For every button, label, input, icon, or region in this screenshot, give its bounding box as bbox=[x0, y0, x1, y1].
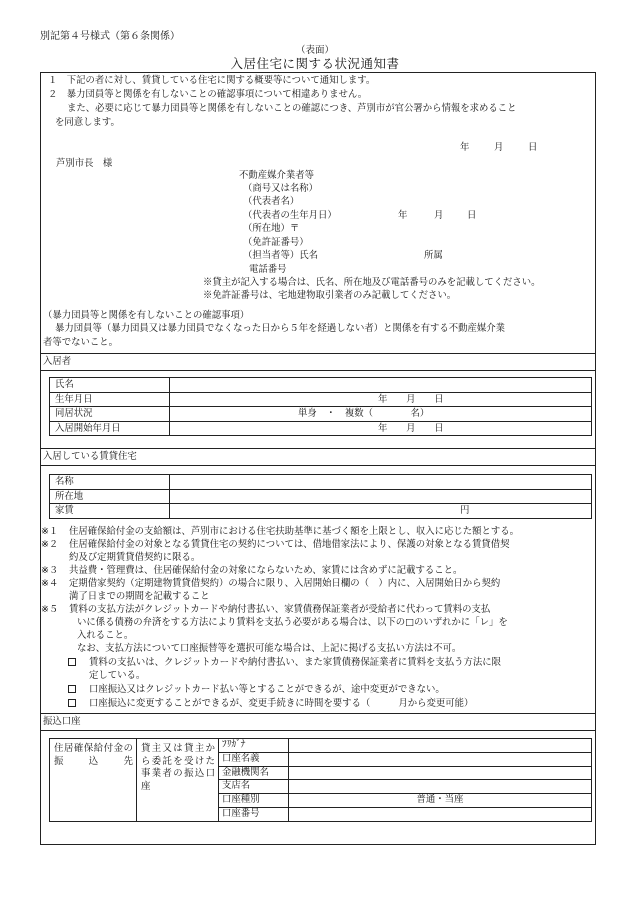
account-type-field[interactable]: 普通・当座 bbox=[289, 794, 592, 808]
furigana-label: ﾌﾘｶﾞﾅ bbox=[219, 739, 289, 753]
gang-confirmation-heading: （暴力団員等と関係を有しないことの確認事項） bbox=[43, 310, 250, 321]
resident-birthdate-label: 生年月日 bbox=[50, 392, 170, 407]
form-frame bbox=[40, 72, 596, 845]
divider bbox=[41, 465, 595, 466]
account-number-label: 口座番号 bbox=[219, 807, 289, 821]
rent-label: 家賃 bbox=[50, 504, 170, 519]
branch-name-label: 支店名 bbox=[219, 780, 289, 794]
declaration-line-4: を同意します。 bbox=[55, 117, 120, 128]
note-text: 住居確保給付金の対象となる賃貸住宅の契約については、借地借家法により、保護の対象となる賃貸借契 bbox=[69, 539, 510, 550]
landlord-account-label: 貸主又は貸主から委託を受けた事業者の振込口座 bbox=[137, 739, 219, 822]
housing-name-field[interactable] bbox=[170, 475, 592, 490]
divider bbox=[41, 730, 595, 731]
table-row bbox=[50, 475, 592, 490]
checkbox[interactable] bbox=[67, 657, 77, 668]
agent-affiliation-label: 所属 bbox=[424, 250, 443, 261]
housing-name-label: 名称 bbox=[50, 475, 170, 490]
agent-phone-label: 電話番号 bbox=[249, 264, 287, 275]
agent-note-1: ※貸主が記入する場合は、氏名、所在地及び電話番号のみを記載してください。 bbox=[203, 277, 541, 288]
agent-note-2: ※免許証番号は、宅地建物取引業者のみ記載してください。 bbox=[203, 290, 457, 301]
note-text: 賃料の支払方法がクレジットカードや納付書払い、家賃債務保証業者が受給者に代わって賃料の支払 bbox=[69, 604, 491, 615]
housing-address-field[interactable] bbox=[170, 489, 592, 504]
account-type-label: 口座種別 bbox=[219, 794, 289, 808]
rent-field[interactable]: 円 bbox=[170, 504, 592, 519]
divider bbox=[41, 370, 595, 371]
gang-confirmation-text-2: 者等でないこと。 bbox=[43, 337, 119, 348]
note-marker: ※３ bbox=[41, 565, 59, 576]
account-holder-label: 口座名義 bbox=[219, 752, 289, 766]
note-marker: ※５ bbox=[41, 604, 59, 615]
note-text: 住居確保給付金の支給額は、芦別市における住宅扶助基準に基づく額を上限とし、収入に応じた額とする。 bbox=[69, 526, 520, 537]
agent-license-label: （免許証番号） bbox=[243, 237, 309, 248]
date-month-label: 月 bbox=[494, 142, 504, 153]
table-row bbox=[50, 504, 592, 519]
document-title: 入居住宅に関する状況通知書 bbox=[230, 56, 400, 71]
bank-name-label: 金融機関名 bbox=[219, 766, 289, 780]
divider bbox=[41, 353, 595, 354]
agent-rep-birthdate-label: （代表者の生年月日） bbox=[243, 210, 337, 221]
account-holder-field[interactable] bbox=[289, 752, 592, 766]
note-text: 満了日までの期間を記載すること bbox=[69, 591, 210, 602]
payment-destination-label: 住居確保給付金の振込先 bbox=[50, 739, 137, 822]
table-row bbox=[50, 378, 592, 393]
table-row bbox=[50, 392, 592, 407]
note-text: なお、支払方法について口座振替等を選択可能な場合は、上記に掲げる支払い方法は不可。 bbox=[77, 643, 462, 654]
checkbox[interactable] bbox=[67, 698, 77, 709]
option-text: 定している。 bbox=[89, 670, 146, 681]
cohabitation-field[interactable]: 単身 ・ 複数（ 名） bbox=[170, 407, 592, 422]
birth-month-label: 月 bbox=[434, 210, 444, 221]
note-text: 入れること。 bbox=[77, 630, 134, 641]
furigana-field[interactable] bbox=[289, 739, 592, 753]
divider bbox=[41, 448, 595, 449]
addressee: 芦別市長 様 bbox=[56, 158, 113, 169]
page-side-label: （表面） bbox=[295, 45, 334, 56]
declaration-line-1: １ 下記の者に対し、賃貸している住宅に関する概要等について通知します。 bbox=[48, 75, 376, 86]
table-row bbox=[50, 489, 592, 504]
table-row bbox=[50, 407, 592, 422]
note-text: 約及び定期賃貸借契約に限る。 bbox=[69, 552, 201, 563]
resident-section-title: 入居者 bbox=[43, 356, 72, 367]
housing-address-label: 所在地 bbox=[50, 489, 170, 504]
date-day-label: 日 bbox=[528, 142, 538, 153]
table-row bbox=[50, 739, 592, 753]
note-marker: ※２ bbox=[41, 539, 59, 550]
note-text: 定期借家契約（定期建物賃貸借契約）の場合に限り、入居開始日欄の（ ）内に、入居開始日から契約 bbox=[69, 578, 501, 589]
note-marker: ※４ bbox=[41, 578, 59, 589]
bank-name-field[interactable] bbox=[289, 766, 592, 780]
branch-name-field[interactable] bbox=[289, 780, 592, 794]
option-text: 賃料の支払いは、クレジットカードや納付書払い、また家賃債務保証業者に賃料を支払う方法に限 bbox=[89, 657, 501, 668]
agent-representative-label: （代表者名） bbox=[243, 196, 300, 207]
resident-name-label: 氏名 bbox=[50, 378, 170, 393]
checkbox[interactable] bbox=[67, 684, 77, 695]
birth-year-label: 年 bbox=[398, 210, 408, 221]
divider bbox=[41, 713, 595, 714]
declaration-line-3: また、必要に応じて暴力団員等と関係を有しないことの確認につき、芦別市が官公署から情報を求めること bbox=[67, 103, 517, 114]
move-in-date-label: 入居開始年月日 bbox=[50, 421, 170, 436]
option-text: 口座振込に変更することができるが、変更手続きに時間を要する（ 月から変更可能） bbox=[89, 698, 474, 709]
agent-contact-name-label: （担当者等）氏名 bbox=[243, 250, 319, 261]
date-year-label: 年 bbox=[460, 142, 470, 153]
move-in-date-field[interactable]: 年 月 日 bbox=[170, 421, 592, 436]
account-number-field[interactable] bbox=[289, 807, 592, 821]
agent-trade-name-label: （商号又は名称） bbox=[243, 183, 319, 194]
note-text: いに係る債務の弁済をする方法により賃料を支払う必要がある場合は、以下の□のいずれかに「レ」を bbox=[77, 617, 508, 628]
note-text: 共益費・管理費は、住居確保給付金の対象にならないため、家賃には含めずに記載すること。 bbox=[69, 565, 463, 576]
housing-table bbox=[49, 474, 592, 519]
resident-table bbox=[49, 377, 592, 436]
bank-section-title: 振込口座 bbox=[43, 716, 81, 727]
cohabitation-label: 同居状況 bbox=[50, 407, 170, 422]
resident-birthdate-field[interactable]: 年 月 日 bbox=[170, 392, 592, 407]
note-marker: ※１ bbox=[41, 526, 59, 537]
gang-confirmation-text-1: 暴力団員等（暴力団員又は暴力団員でなくなった日から５年を経過しない者）と関係を有する不動産媒介業 bbox=[55, 323, 506, 334]
declaration-line-2: ２ 暴力団員等と関係を有しないことの確認事項について相違ありません。 bbox=[48, 89, 368, 100]
agent-heading: 不動産媒介業者等 bbox=[239, 170, 315, 181]
agent-address-label: （所在地）〒 bbox=[243, 223, 300, 234]
option-text: 口座振込又はクレジットカード払い等とすることができるが、途中変更ができない。 bbox=[89, 684, 445, 695]
birth-day-label: 日 bbox=[467, 210, 477, 221]
form-number-label: 別記第４号様式（第６条関係） bbox=[40, 31, 180, 42]
housing-section-title: 入居している賃貸住宅 bbox=[43, 451, 137, 462]
bank-table bbox=[49, 738, 592, 822]
table-row bbox=[50, 421, 592, 436]
resident-name-field[interactable] bbox=[170, 378, 592, 393]
